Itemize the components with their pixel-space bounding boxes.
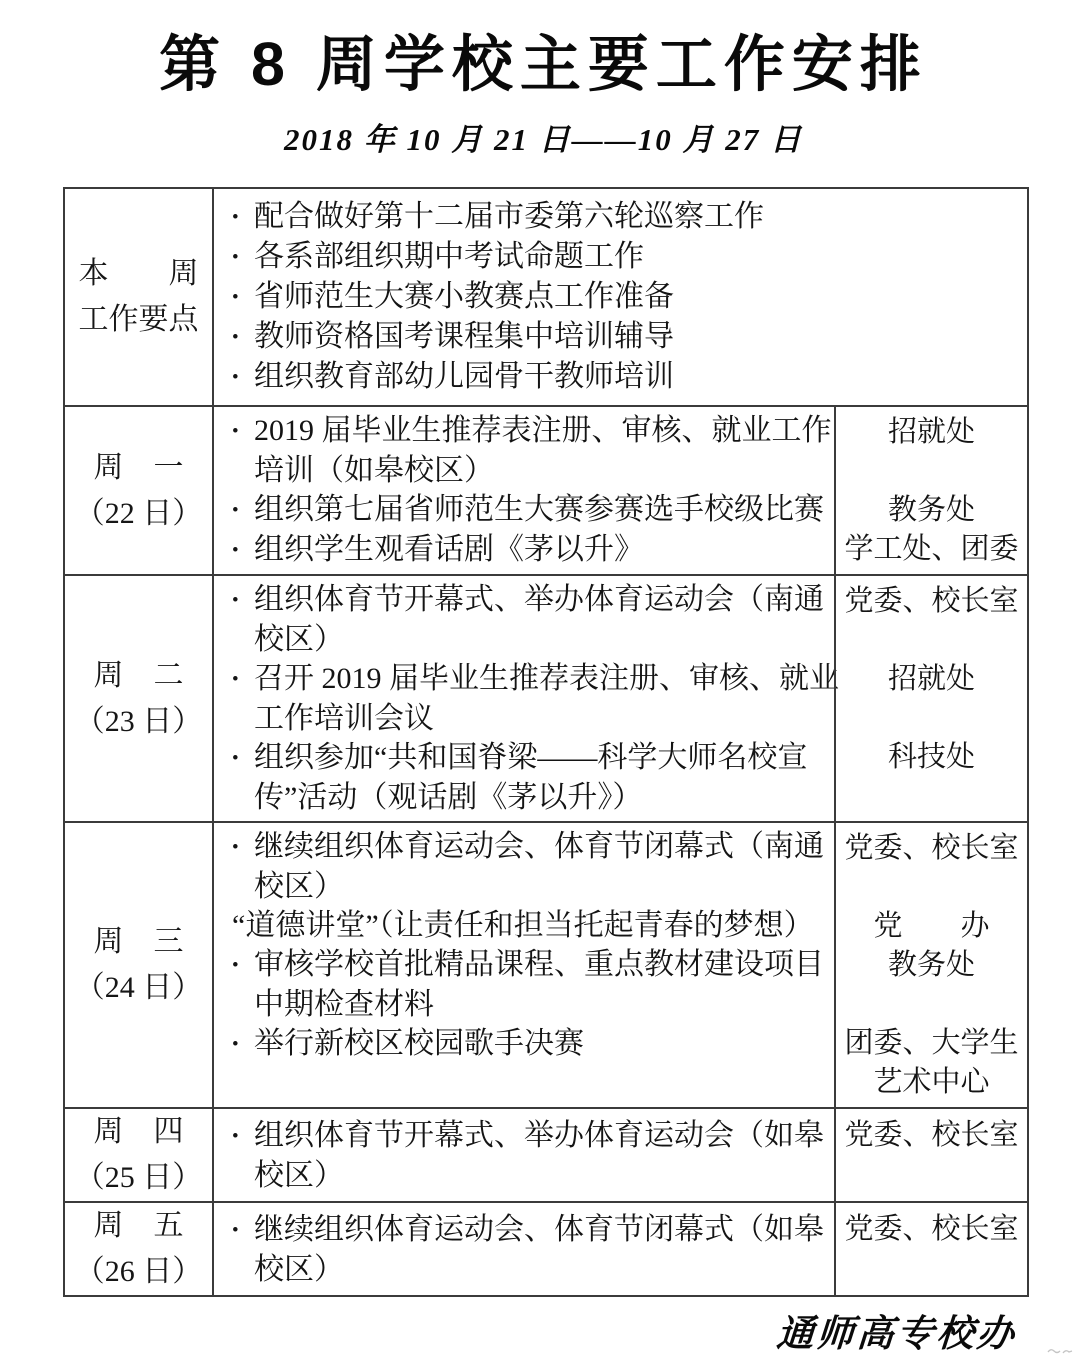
departments-cell [834, 823, 1027, 1107]
department-text: 党委、校长室 [844, 1119, 1019, 1151]
task-text: 召开 2019 届毕业生推荐表注册、审核、就业 [254, 662, 839, 695]
department-text: 党委、校长室 [844, 1213, 1019, 1245]
department-text: 教务处 [887, 948, 975, 981]
task-line [232, 778, 828, 817]
department-text [838, 985, 1025, 1024]
task-line [232, 1156, 828, 1195]
bullet-icon: • [232, 669, 239, 690]
bullet-icon: • [232, 327, 239, 348]
task-text: 组织体育节开幕式、举办体育运动会（如皋 [254, 1118, 824, 1152]
row-label [65, 1203, 214, 1295]
departments-cell [834, 1203, 1027, 1295]
task-line [232, 411, 832, 451]
tasks-cell [214, 407, 834, 574]
task-line [232, 1116, 828, 1156]
tasks-cell [214, 1203, 834, 1295]
task-text: 校区） [254, 870, 344, 903]
table-row-thursday [65, 1107, 1027, 1201]
task-text: 审核学校首批精品课程、重点教材建设项目 [254, 948, 824, 981]
task-line [232, 1064, 828, 1103]
tasks-cell [214, 576, 839, 821]
row-label [65, 1109, 214, 1201]
department-text: 招就处 [887, 662, 975, 695]
row-label-line: （23 日） [74, 704, 203, 738]
task-text: 组织学生观看话剧《茅以升》 [254, 533, 644, 566]
row-label-line: （22 日） [74, 496, 203, 530]
row-label-line: （26 日） [74, 1255, 203, 1288]
row-label [65, 823, 214, 1107]
bullet-icon: • [232, 421, 239, 442]
task-text: 继续组织体育运动会、体育节闭幕式（南通 [254, 830, 824, 863]
signature: 通师高专校办 [775, 1314, 1019, 1355]
task-text: 教师资格国考课程集中培训辅导 [254, 320, 674, 353]
table-row-tuesday [65, 574, 1027, 821]
departments-cell [834, 407, 1027, 574]
bullet-icon: • [232, 1034, 239, 1055]
department-text [838, 621, 1025, 660]
task-line [232, 867, 828, 906]
department-text: 招就处 [887, 415, 975, 448]
task-line [232, 451, 828, 490]
department-text: 教务处 [887, 493, 975, 526]
row-label-line: 周 五 [93, 1209, 184, 1242]
bullet-icon: • [232, 500, 239, 521]
task-line [232, 317, 1021, 357]
department-text [838, 699, 1025, 738]
task-line [232, 699, 828, 738]
task-line [232, 490, 828, 530]
task-line [232, 985, 828, 1024]
row-label-line: （25 日） [74, 1161, 203, 1194]
department-text: 党委、校长室 [844, 831, 1019, 864]
task-line [232, 197, 1021, 237]
task-line [232, 1250, 828, 1289]
tasks-cell [214, 823, 834, 1107]
task-line [232, 277, 1021, 317]
bullet-icon: • [232, 247, 239, 268]
task-text: 各系部组织期中考试命题工作 [254, 240, 644, 273]
task-text: 工作培训会议 [254, 702, 434, 735]
task-text: 组织参加“共和国脊梁——科学大师名校宣 [254, 741, 808, 774]
task-text: 校区） [254, 623, 344, 656]
row-label-line: 周 四 [93, 1115, 184, 1148]
task-line [232, 738, 828, 778]
task-line [232, 357, 1021, 397]
department-text [838, 868, 1025, 907]
task-line [232, 906, 828, 945]
task-text: 省师范生大赛小教赛点工作准备 [254, 280, 674, 313]
tasks-cell [214, 1109, 834, 1201]
bullet-icon: • [232, 540, 239, 561]
task-text: “道德讲堂”（让责任和担当托起青春的梦想） [232, 909, 814, 942]
department-text [838, 1155, 1025, 1194]
task-text: 2019 届毕业生推荐表注册、审核、就业工作 [254, 414, 832, 447]
bullet-icon: • [232, 1125, 239, 1147]
department-text [838, 777, 1025, 816]
row-label [65, 576, 214, 821]
table-row-wednesday [65, 821, 1027, 1107]
task-line [232, 620, 828, 659]
task-text: 校区） [254, 1158, 344, 1192]
department-text: 党 办 [873, 909, 990, 942]
row-label-line: 工作要点 [78, 303, 199, 336]
department-text: 科技处 [887, 740, 975, 773]
table-row-week-focus [65, 189, 1027, 405]
task-text: 继续组织体育运动会、体育节闭幕式（如皋 [254, 1212, 824, 1246]
corner-watermark-mark [1047, 1347, 1073, 1358]
row-label-line: 周 三 [93, 925, 184, 958]
department-text: 团委、大学生 [844, 1026, 1019, 1059]
bullet-icon: • [232, 1219, 239, 1241]
row-label-line: 周 二 [93, 658, 184, 692]
table-row-friday [65, 1201, 1027, 1295]
bullet-icon: • [232, 748, 239, 769]
bullet-icon: • [232, 955, 239, 976]
department-text [838, 1249, 1025, 1288]
page-title: 第 8 周学校主要工作安排 [159, 30, 928, 98]
task-line [232, 580, 828, 620]
task-text: 校区） [254, 1252, 344, 1286]
task-line [232, 1024, 828, 1064]
department-text: 党委、校长室 [844, 584, 1019, 617]
tasks-cell [214, 189, 1027, 405]
task-line [232, 945, 828, 985]
departments-cell [834, 1109, 1027, 1201]
departments-cell [834, 576, 1027, 821]
schedule-table [63, 187, 1029, 1297]
task-line [232, 530, 828, 570]
department-text: 艺术中心 [873, 1065, 990, 1098]
task-text: 组织体育节开幕式、举办体育运动会（南通 [254, 583, 824, 616]
task-line [232, 237, 1021, 277]
row-label-line: 本 周 [78, 257, 199, 290]
date-range: 2018 年 10 月 21 日——10 月 27 日 [284, 122, 803, 157]
task-line [232, 659, 839, 699]
task-line [232, 1210, 828, 1250]
task-text: 中期检查材料 [254, 988, 434, 1021]
row-label-line: （24 日） [74, 971, 203, 1004]
task-line [232, 827, 828, 867]
bullet-icon: • [232, 287, 239, 308]
task-text: 配合做好第十二届市委第六轮巡察工作 [254, 200, 764, 233]
department-text [838, 452, 1025, 491]
row-label-line: 周 一 [93, 450, 184, 484]
bullet-icon: • [232, 367, 239, 388]
bullet-icon: • [232, 837, 239, 858]
department-text: 学工处、团委 [844, 532, 1019, 565]
task-text: 传”活动（观话剧《茅以升》） [254, 781, 643, 814]
task-text: 组织第七届省师范生大赛参赛选手校级比赛 [254, 493, 824, 526]
task-text: 培训（如皋校区） [254, 454, 494, 487]
row-label [65, 189, 214, 405]
table-row-monday [65, 405, 1027, 574]
task-text: 组织教育部幼儿园骨干教师培训 [254, 360, 674, 393]
row-label [65, 407, 214, 574]
bullet-icon: • [232, 207, 239, 228]
task-text: 举行新校区校园歌手决赛 [254, 1027, 584, 1060]
bullet-icon: • [232, 590, 239, 611]
